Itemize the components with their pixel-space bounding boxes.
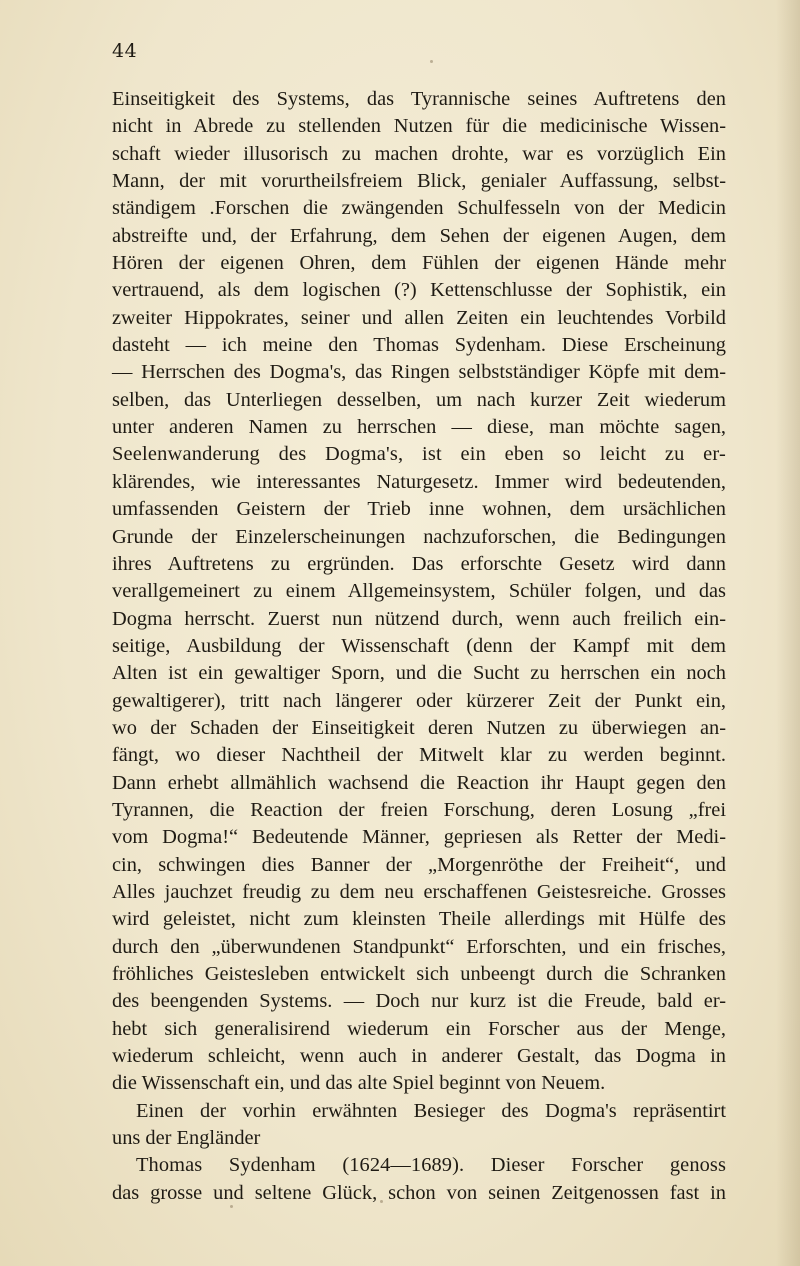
text-line: cin, schwingen dies Banner der „Morgenröthe der Freiheit“, und xyxy=(112,853,726,876)
text-line: Mann, der mit vorurtheilsfreiem Blick, genialer Auffassung, selbst- xyxy=(112,170,726,193)
text-line: unter anderen Namen zu herrschen — diese, man möchte sagen, xyxy=(112,416,726,439)
text-line: seitige, Ausbildung der Wissenschaft (denn der Kampf mit dem xyxy=(112,634,726,657)
body-text xyxy=(112,86,726,1207)
text-line: wiederum schleicht, wenn auch in anderer Gestalt, das Dogma in xyxy=(112,1045,726,1068)
text-line: Grunde der Einzelerscheinungen nachzuforschen, die Bedingungen xyxy=(112,525,726,548)
text-line: Einen der vorhin erwähnten Besieger des Dogma's repräsentirt xyxy=(136,1099,726,1122)
text-line: Seelenwanderung des Dogma's, ist ein eben so leicht zu er- xyxy=(112,443,726,466)
paper-speckle xyxy=(122,1190,125,1193)
text-line: Einseitigkeit des Systems, das Tyrannische seines Auftretens den xyxy=(112,88,726,110)
text-line: Hören der eigenen Ohren, dem Fühlen der eigenen Hände mehr xyxy=(112,252,726,275)
page-number: 44 xyxy=(112,40,138,62)
text-line: abstreifte und, der Erfahrung, dem Sehen der eigenen Augen, dem xyxy=(112,224,726,247)
text-line: vom Dogma!“ Bedeutende Männer, gepriesen als Retter der Medi- xyxy=(112,826,726,849)
text-line: des beengenden Systems. — Doch nur kurz ist die Freude, bald er- xyxy=(112,990,726,1013)
paper-speckle xyxy=(380,1200,383,1203)
text-line: durch den „überwundenen Standpunkt“ Erforschten, und ein frisches, xyxy=(112,935,726,958)
text-line: — Herrschen des Dogma's, das Ringen selbstständiger Köpfe mit dem- xyxy=(112,361,726,384)
text-line: schaft wieder illusorisch zu machen drohte, war es vorzüglich Ein xyxy=(112,142,726,165)
text-line: uns der Engländer xyxy=(112,1127,261,1150)
text-line: wo der Schaden der Einseitigkeit deren Nutzen zu überwiegen an- xyxy=(112,716,726,739)
text-line: umfassenden Geistern der Trieb inne wohnen, dem ursächlichen xyxy=(112,498,726,521)
text-line: Tyrannen, die Reaction der freien Forschung, deren Losung „frei xyxy=(112,798,726,821)
text-line: zweiter Hippokrates, seiner und allen Zeiten ein leuchtendes Vorbild xyxy=(112,306,726,329)
page-edge-shadow xyxy=(776,0,800,1266)
text-line: selben, das Unterliegen desselben, um nach kurzer Zeit wiederum xyxy=(112,388,726,411)
text-line: Thomas Sydenham (1624—1689). Dieser Forscher genoss xyxy=(136,1154,726,1177)
text-line: klärendes, wie interessantes Naturgesetz. Immer wird bedeutenden, xyxy=(112,470,726,493)
text-line: fängt, wo dieser Nachtheil der Mitwelt klar zu werden beginnt. xyxy=(112,744,726,767)
text-line: dasteht — ich meine den Thomas Sydenham. Diese Erscheinung xyxy=(112,334,726,357)
paper-speckle xyxy=(230,1205,233,1208)
text-line: hebt sich generalisirend wiederum ein Forscher aus der Menge, xyxy=(112,1017,726,1040)
text-line: gewaltigerer), tritt nach längerer oder kürzerer Zeit der Punkt ein, xyxy=(112,689,726,712)
text-line: Dann erhebt allmählich wachsend die Reaction ihr Haupt gegen den xyxy=(112,771,726,794)
text-line: Alles jauchzet freudig zu dem neu erschaffenen Geistesreiche. Grosses xyxy=(112,880,726,903)
text-line: die Wissenschaft ein, und das alte Spiel beginnt von Neuem. xyxy=(112,1072,606,1095)
text-line: Dogma herrscht. Zuerst nun nützend durch, wenn auch freilich ein- xyxy=(112,607,726,630)
text-line: vertrauend, als dem logischen (?) Kettenschlusse der Sophistik, ein xyxy=(112,279,726,302)
paper-speckle xyxy=(430,60,433,63)
text-line: ihres Auftretens zu ergründen. Das erforschte Gesetz wird dann xyxy=(112,552,726,575)
text-line: nicht in Abrede zu stellenden Nutzen für die medicinische Wissen- xyxy=(112,115,726,138)
text-line: fröhliches Geistesleben entwickelt sich unbeengt durch die Schranken xyxy=(112,963,726,985)
text-line: wird geleistet, nicht zum kleinsten Theile allerdings mit Hülfe des xyxy=(112,908,726,931)
text-line: das grosse und seltene Glück, schon von seinen Zeitgenossen fast in xyxy=(112,1181,726,1204)
text-line: Alten ist ein gewaltiger Sporn, und die Sucht zu herrschen ein noch xyxy=(112,662,726,685)
text-line: verallgemeinert zu einem Allgemeinsystem, Schüler folgen, und das xyxy=(112,580,726,603)
text-line: ständigem .Forschen die zwängenden Schulfesseln von der Medicin xyxy=(112,197,726,220)
